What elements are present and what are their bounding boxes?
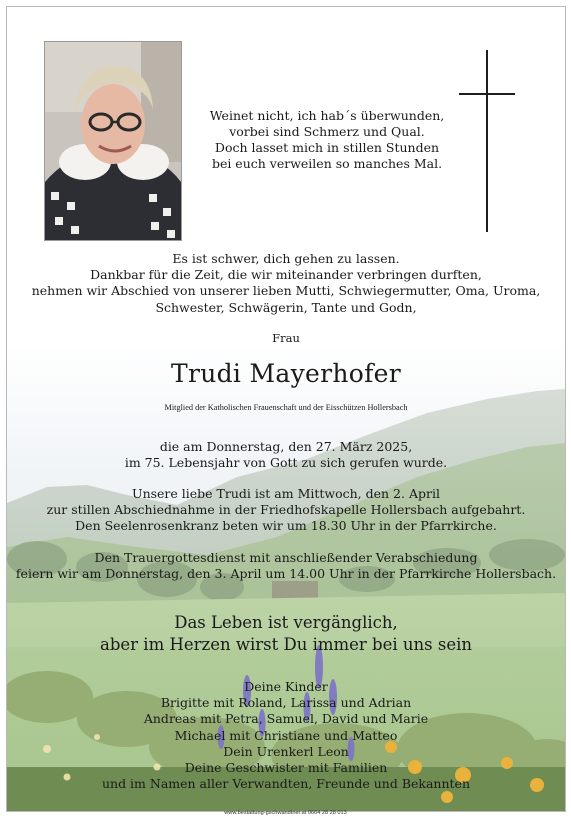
membership-note: Mitglied der Katholischen Frauenschaft und der Eisschützen Hollersbach xyxy=(164,403,408,412)
service-notice xyxy=(7,550,565,582)
motto xyxy=(7,612,565,656)
motto-line: aber im Herzen wirst Du immer bei uns sein xyxy=(100,635,472,654)
poem xyxy=(202,108,452,172)
cross-icon xyxy=(459,50,515,232)
deceased-name: Trudi Mayerhofer xyxy=(171,359,401,388)
poem-line: Doch lasset mich in stillen Stunden xyxy=(214,140,440,155)
service-line: feiern wir am Donnerstag, den 3. April um 14.00 Uhr in der Pfarrkirche Hollersbach. xyxy=(15,566,557,582)
family-line: Brigitte mit Roland, Larissa und Adrian xyxy=(160,695,412,711)
wake-line: Den Seelenrosenkranz beten wir um 18.30 Uhr in der Pfarrkirche. xyxy=(75,518,497,534)
intro-text xyxy=(7,251,565,316)
wake-notice xyxy=(7,486,565,535)
family-list xyxy=(7,679,565,792)
intro-line: Es ist schwer, dich gehen zu lassen. xyxy=(172,251,400,266)
salutation: Frau xyxy=(272,331,300,345)
family-line: Andreas mit Petra, Samuel, David und Marie xyxy=(143,711,429,727)
death-notice xyxy=(7,439,565,471)
poem-line: bei euch verweilen so manches Mal. xyxy=(211,156,443,171)
family-line: Michael mit Christiane und Matteo xyxy=(174,727,398,743)
wake-line: Unsere liebe Trudi ist am Mittwoch, den 2. April xyxy=(132,486,440,501)
service-line: Den Trauergottesdienst mit anschließender Verabschiedung xyxy=(94,550,478,565)
death-line: im 75. Lebensjahr von Gott zu sich gerufen wurde. xyxy=(124,455,448,471)
motto-line: Das Leben ist vergänglich, xyxy=(174,613,398,632)
footer-contact: www.bestattung-gschwandtner.at 0664 28 28 013 xyxy=(224,810,347,816)
family-line: Dein Urenkerl Leon xyxy=(223,743,349,759)
wake-line: zur stillen Abschiednahme in der Friedhofskapelle Hollersbach aufgebahrt. xyxy=(46,502,526,518)
family-line: Deine Kinder xyxy=(244,679,328,694)
poem-line: vorbei sind Schmerz und Qual. xyxy=(229,124,425,139)
death-line: die am Donnerstag, den 27. März 2025, xyxy=(159,439,413,454)
intro-line: Schwester, Schwägerin, Tante und Godn, xyxy=(155,299,417,315)
intro-line: Dankbar für die Zeit, die wir miteinander verbringen durften, xyxy=(90,267,482,283)
parte-card xyxy=(6,6,566,812)
poem-line: Weinet nicht, ich hab´s überwunden, xyxy=(209,108,445,123)
family-line: und im Namen aller Verwandten, Freunde und Bekannten xyxy=(101,776,470,792)
intro-line: nehmen wir Abschied von unserer lieben Mutti, Schwiegermutter, Oma, Uroma, xyxy=(31,283,541,299)
family-line: Deine Geschwister mit Familien xyxy=(184,760,388,776)
portrait-photo xyxy=(44,41,182,241)
